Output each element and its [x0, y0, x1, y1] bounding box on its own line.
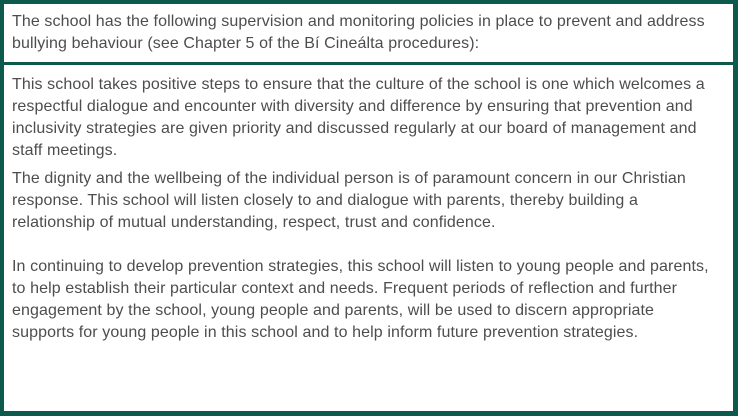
answer-paragraph-2: The dignity and the wellbeing of the individual person is of paramount concern in our Christian response. This school will listen closely to and dialogue with parents, thereby building a relationship of mutual understanding, respect, trust and confidence. [12, 170, 686, 231]
question-box [4, 4, 733, 65]
answer-paragraph-1: This school takes positive steps to ensure that the culture of the school is one which welcomes a respectful dialogue and encounter with diversity and difference by ensuring that prevention and inclusivity strategies are given priority and discussed regularly at our board of management and staff meetings. [12, 76, 705, 159]
question-text: The school has the following supervision and monitoring policies in place to prevent and address bullying behaviour (see Chapter 5 of the Bí Cineálta procedures): [12, 13, 705, 52]
answer-box [4, 65, 733, 359]
answer-paragraph-3: In continuing to develop prevention strategies, this school will listen to young people and parents, to help establish their particular context and needs. Frequent periods of reflection and further engagement by the school, young people and parents, will be used to discern appropriate supports for young people in this school and to help inform future prevention strategies. [12, 258, 709, 341]
